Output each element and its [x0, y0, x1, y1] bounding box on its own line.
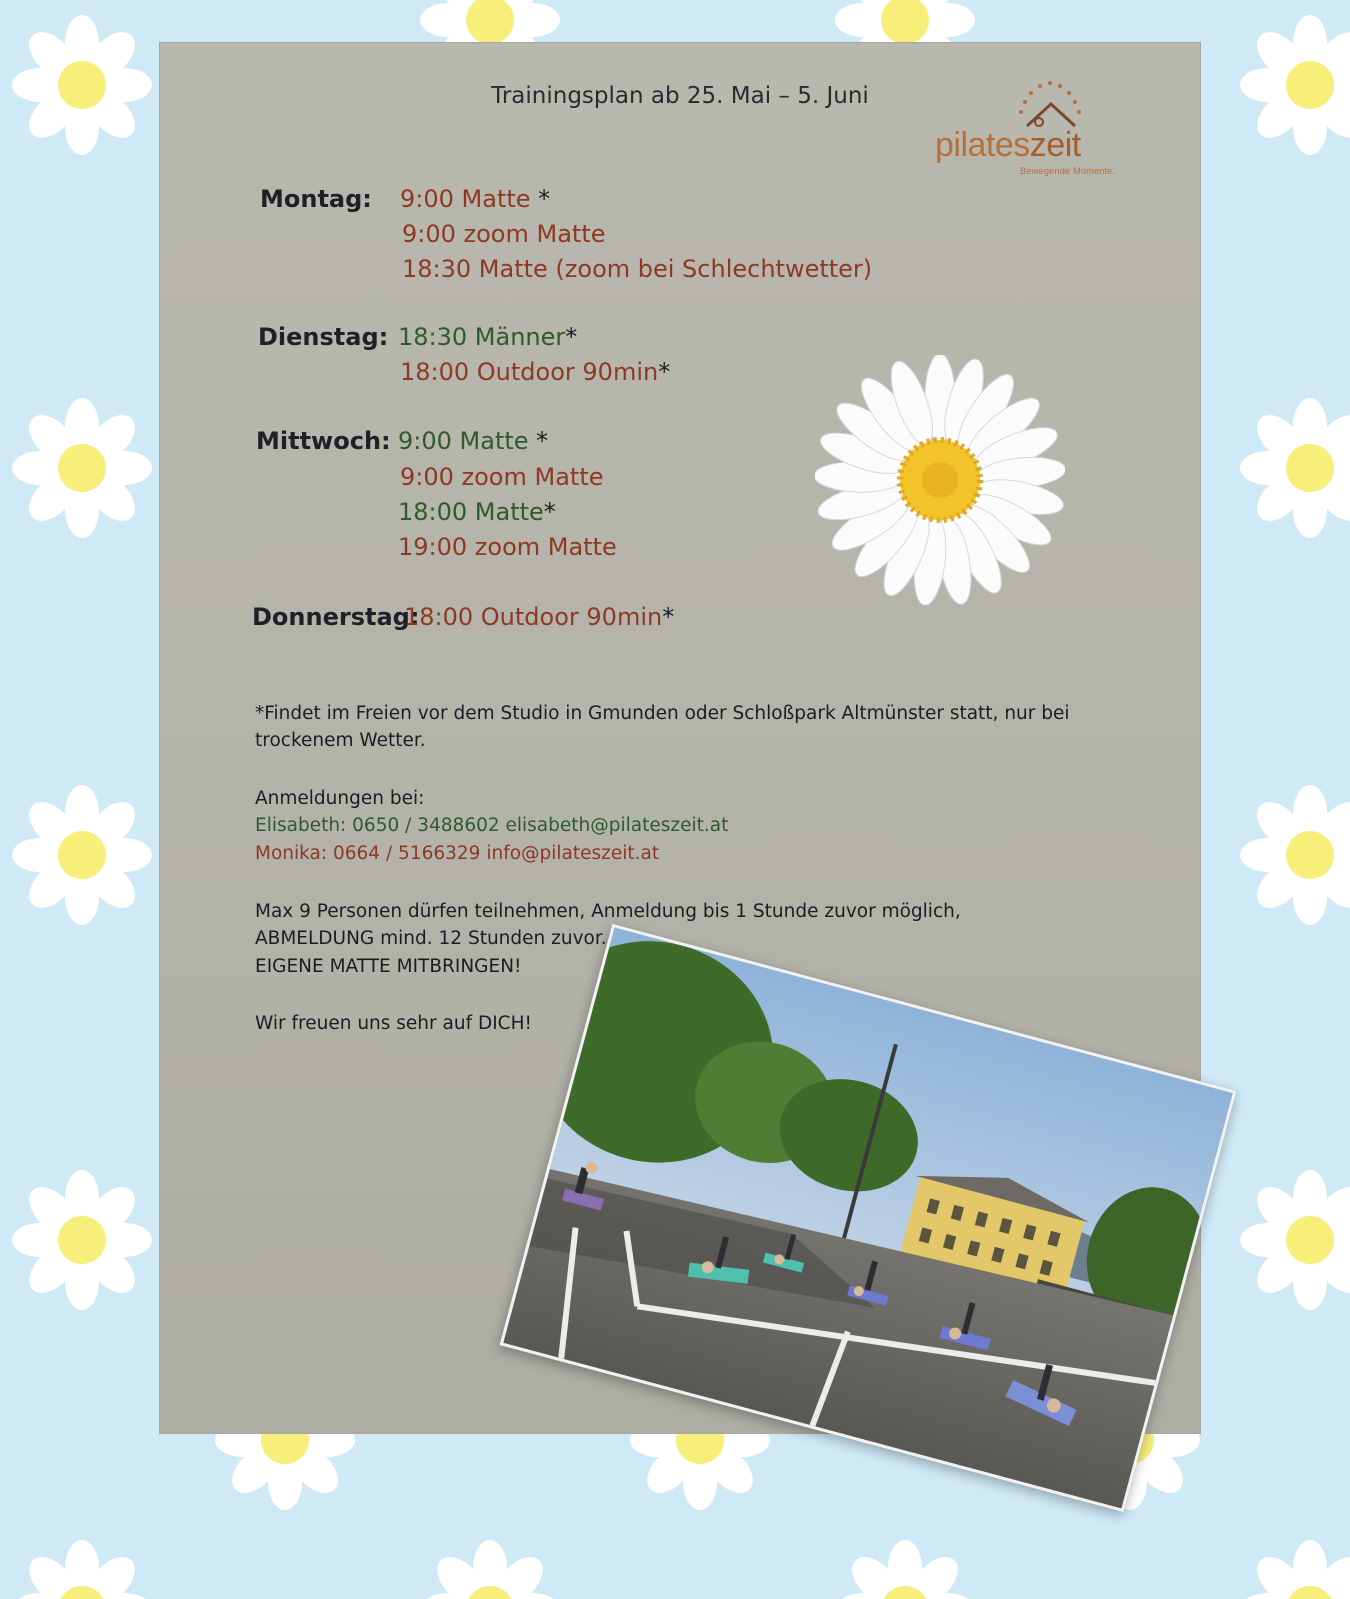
page-title: Trainingsplan ab 25. Mai – 5. Juni	[491, 83, 869, 109]
pilateszeit-logo	[935, 68, 1145, 178]
logo-mountain-icon	[935, 68, 1145, 128]
rules-line: EIGENE MATTE MITBRINGEN!	[255, 956, 522, 977]
schedule-entry: 9:00 Matte *	[398, 427, 549, 455]
rules-line: ABMELDUNG mind. 12 Stunden zuvor.	[255, 928, 607, 949]
footnote-line: trockenem Wetter.	[255, 730, 426, 751]
signup-heading: Anmeldungen bei:	[255, 788, 425, 809]
logo-tagline: Bewegende Momente.	[1020, 166, 1116, 177]
contact-elisabeth: Elisabeth: 0650 / 3488602 elisabeth@pilateszeit.at	[255, 815, 729, 836]
schedule-entry: 18:30 Männer*	[398, 323, 578, 351]
schedule-entry: 18:00 Outdoor 90min*	[404, 603, 675, 631]
schedule-entry: 18:30 Matte (zoom bei Schlechtwetter)	[402, 255, 873, 283]
day-label-mittwoch: Mittwoch:	[256, 427, 391, 455]
day-label-dienstag: Dienstag:	[258, 323, 389, 351]
schedule-entry: 18:00 Outdoor 90min*	[400, 358, 671, 386]
closing-line: Wir freuen uns sehr auf DICH!	[255, 1013, 532, 1034]
day-label-montag: Montag:	[260, 185, 372, 213]
day-label-donnerstag: Donnerstag:	[252, 603, 420, 631]
schedule-entry: 19:00 zoom Matte	[398, 533, 617, 561]
contact-monika: Monika: 0664 / 5166329 info@pilateszeit.at	[255, 843, 660, 864]
logo-wordmark: pilateszeit	[935, 126, 1081, 164]
daisy-flower-image	[815, 355, 1065, 605]
schedule-entry: 18:00 Matte*	[398, 498, 556, 526]
schedule-entry: 9:00 zoom Matte	[400, 463, 604, 491]
schedule-entry: 9:00 Matte *	[400, 185, 551, 213]
rules-line: Max 9 Personen dürfen teilnehmen, Anmeldung bis 1 Stunde zuvor möglich,	[255, 901, 961, 922]
schedule-entry: 9:00 zoom Matte	[402, 220, 606, 248]
footnote-line: *Findet im Freien vor dem Studio in Gmunden oder Schloßpark Altmünster statt, nur bei	[255, 703, 1070, 724]
